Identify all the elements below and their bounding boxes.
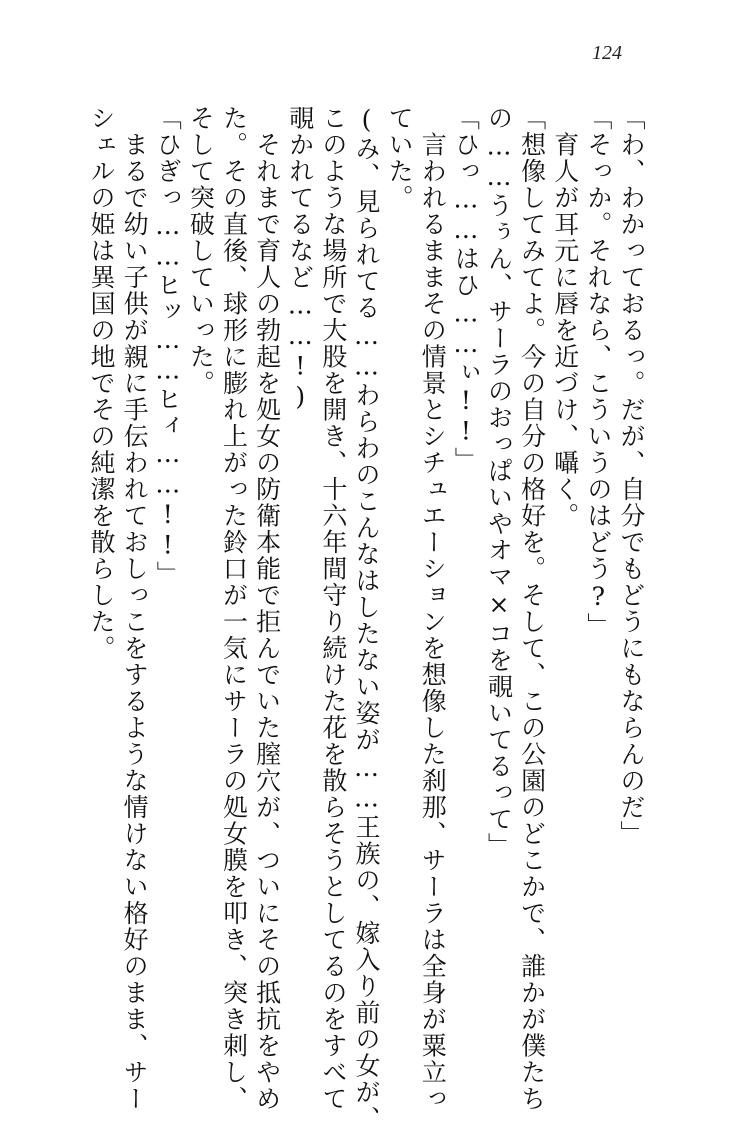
text-line: 「想像してみてよ。今の自分の格好を。そして、この公園のどこかで、誰かが僕たち	[517, 105, 547, 1112]
page-number: 124	[592, 42, 622, 64]
text-line: (み、見られてる……わらわのこんなはしたない姿が……王族の、嫁入り前の女が、	[352, 105, 381, 1132]
text-line: 言われるままその情景とシチュエーションを想像した刹那、サーラは全身が粟立っ	[418, 105, 448, 1112]
vertical-text-body	[86, 105, 646, 1132]
text-line: 「そっか。それなら、こういうのはどう?」	[583, 105, 613, 639]
text-line: 「ひっ……はひ……ぃ!!」	[451, 105, 481, 474]
text-line: それまで育人の勃起を処女の防衛本能で拒んでいた膣穴が、ついにその抵抗をやめ	[252, 105, 282, 1112]
text-line: このような場所で大股を開き、十六年間守り続けた花を散らそうとしてるのをすべて	[318, 105, 348, 1112]
text-line: 育人が耳元に唇を近づけ、囁く。	[550, 105, 580, 529]
text-line: ていた。	[385, 105, 415, 211]
text-line: 覗かれてるなど……!)	[285, 105, 315, 413]
text-line: の……うぅん、サーラのおっぱいやオマ×コを覗いてるって」	[484, 105, 514, 859]
text-line: まるで幼い子供が親に手伝われておしっこをするような情けない格好のまま、サー	[120, 105, 150, 1112]
text-line: た。その直後、球形に膨れ上がった鈴口が一気にサーラの処女膜を叩き、突き刺し、	[219, 105, 249, 1112]
text-line: 「わ、わかっておるっ。だが、自分でもどうにもならんのだ」	[617, 105, 646, 847]
text-line: そして突破していった。	[186, 105, 216, 397]
text-line: 「ひぎっ……ヒッ……ヒィ……!!」	[153, 105, 183, 588]
text-line: シェルの姫は異国の地でその純潔を散らした。	[87, 105, 116, 662]
